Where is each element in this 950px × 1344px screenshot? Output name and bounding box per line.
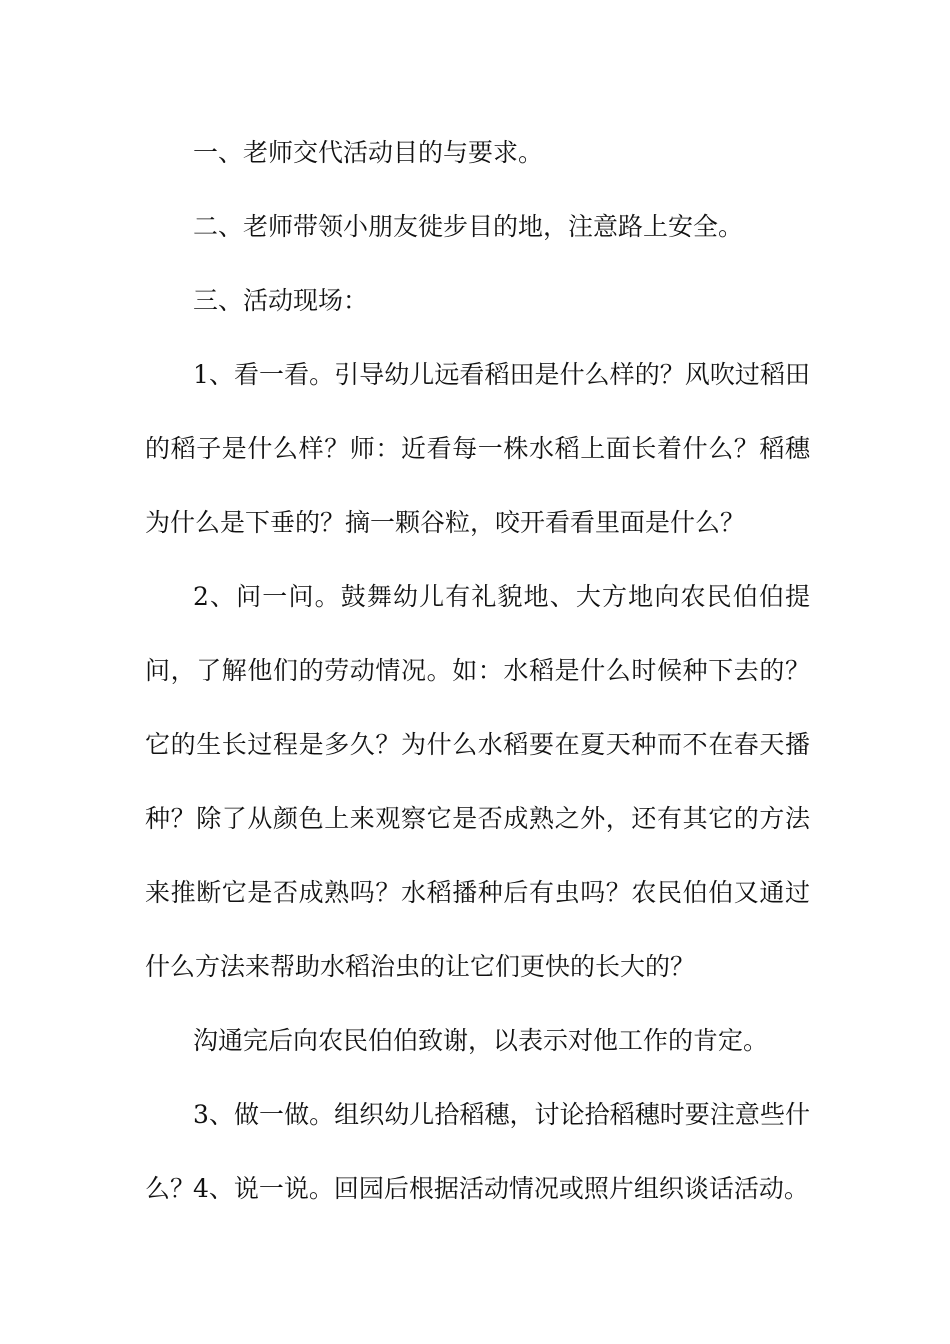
paragraph-step-3-heading: 三、活动现场： — [193, 286, 369, 315]
paragraph-step-1: 一、老师交代活动目的与要求。 — [193, 138, 544, 167]
paragraph-thanks: 沟通完后向农民伯伯致谢，以表示对他工作的肯定。 — [193, 1026, 769, 1055]
paragraph-say: 4、说一说。回园后根据活动情况或照片组织谈话活动。 — [193, 1174, 809, 1203]
paragraph-ask: 2、问一问。鼓舞幼儿有礼貌地、大方地向农民伯伯提问，了解他们的劳动情况。如：水稻是什么时候种下去的？它的生长过程是多久？为什么水稻要在夏天种而不在春天播种？除了从颜色上来观察它是否成熟之外，还有其它的方法来推断它是否成熟吗？水稻播种后有虫吗？农民伯伯又通过什么方法来帮助水稻治虫的让它们更快的长大的？ — [145, 582, 810, 981]
paragraph-look: 1、看一看。引导幼儿远看稻田是什么样的？风吹过稻田的稻子是什么样？师：近看每一株水稻上面长着什么？稻穗为什么是下垂的？摘一颗谷粒，咬开看看里面是什么？ — [145, 360, 810, 537]
paragraph-do: 3、做一做。组织幼儿拾稻穗，讨论拾稻穗时要注意些什么？ — [145, 1100, 810, 1203]
paragraph-step-2: 二、老师带领小朋友徙步目的地，注意路上安全。 — [193, 212, 744, 241]
